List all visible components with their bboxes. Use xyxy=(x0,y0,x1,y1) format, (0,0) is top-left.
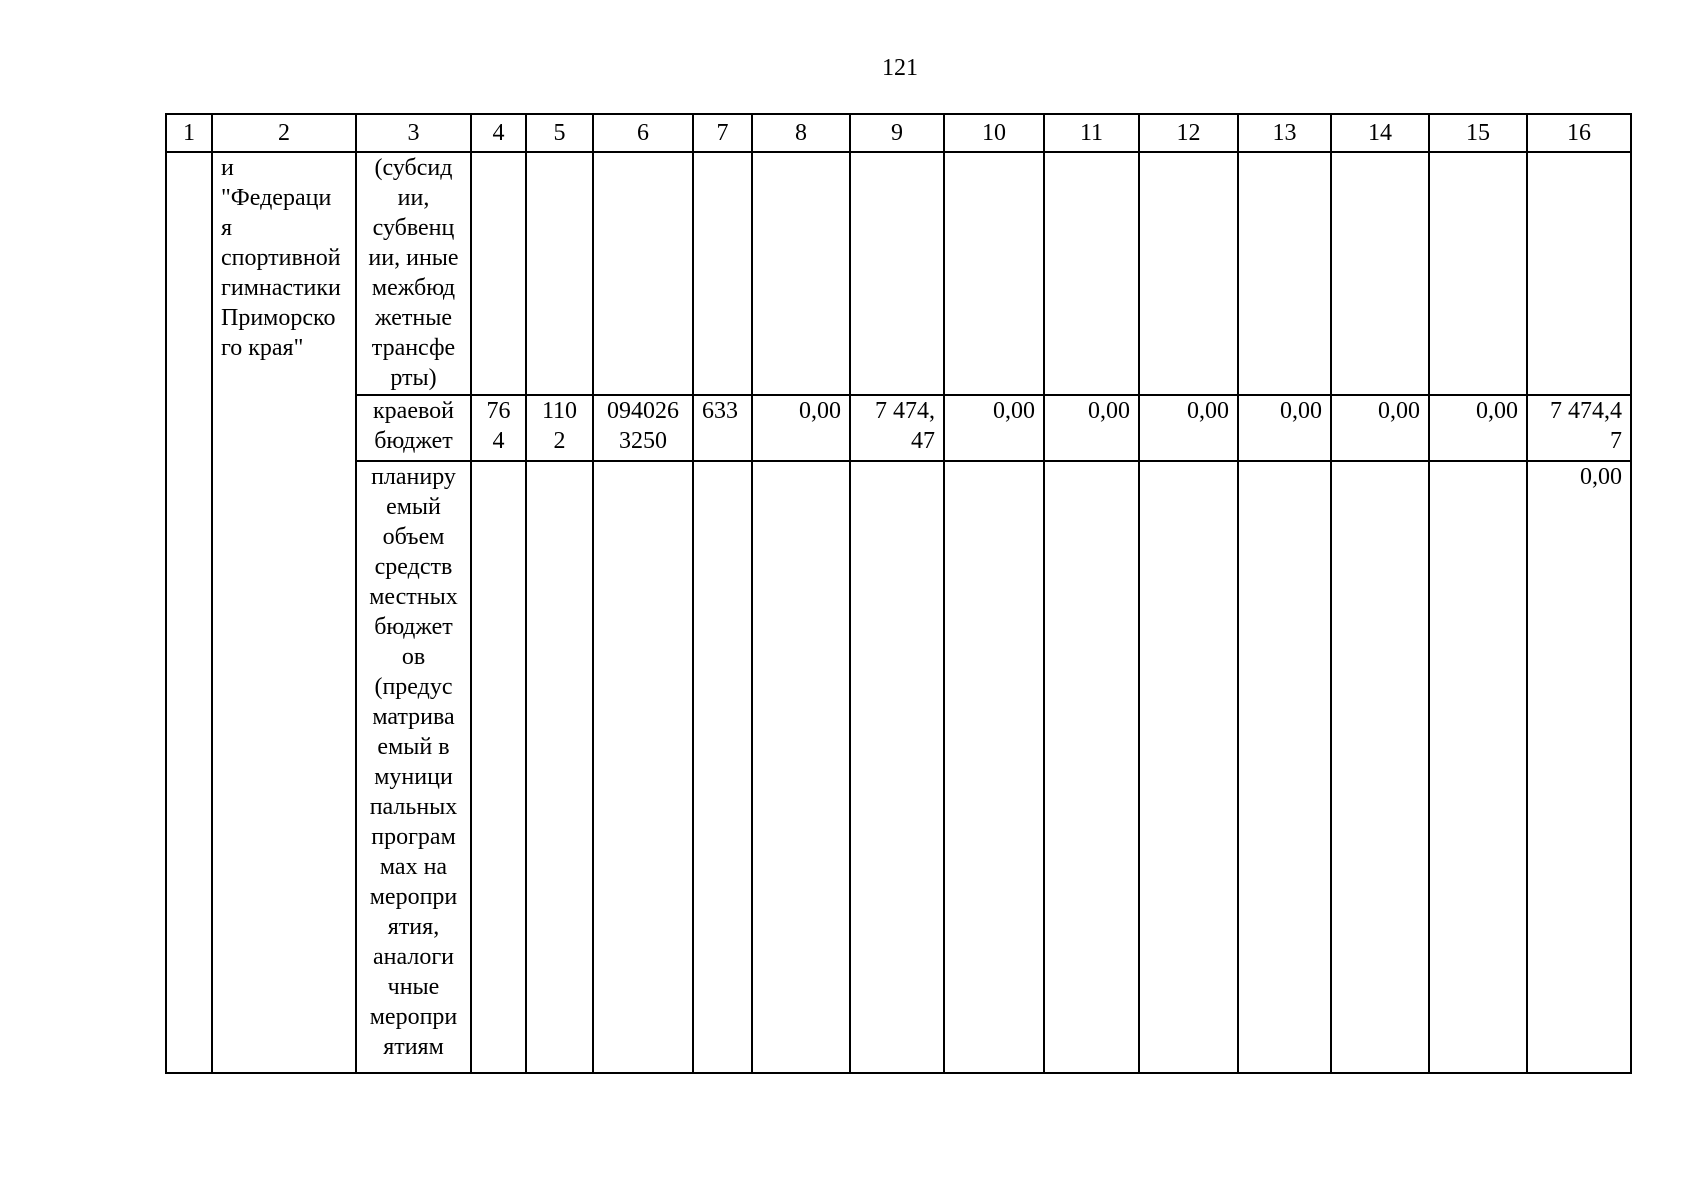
table-cell xyxy=(1527,152,1631,395)
column-header: 4 xyxy=(471,114,526,152)
table-cell: 0,00 xyxy=(1527,461,1631,1073)
table-cell: 0,00 xyxy=(1429,395,1527,461)
table-cell xyxy=(850,461,944,1073)
table-cell xyxy=(752,152,850,395)
column-header: 9 xyxy=(850,114,944,152)
table-cell xyxy=(1238,152,1331,395)
budget-table xyxy=(165,113,1632,1074)
funding-source-cell: (субсид ии, субвенц ии, иные межбюд жетные трансфе рты) xyxy=(356,152,471,395)
table-row xyxy=(166,152,1631,395)
table-cell xyxy=(1331,152,1429,395)
column-header: 1 xyxy=(166,114,212,152)
column-header: 5 xyxy=(526,114,593,152)
table-cell xyxy=(1044,461,1139,1073)
table-cell xyxy=(1238,461,1331,1073)
table-cell xyxy=(526,152,593,395)
row-number-cell xyxy=(166,152,212,1073)
column-header: 10 xyxy=(944,114,1044,152)
table-cell xyxy=(944,461,1044,1073)
column-header: 8 xyxy=(752,114,850,152)
table-cell: 0,00 xyxy=(944,395,1044,461)
table-cell xyxy=(526,461,593,1073)
column-header: 16 xyxy=(1527,114,1631,152)
table-cell xyxy=(693,152,752,395)
table-cell: 0,00 xyxy=(752,395,850,461)
table-cell xyxy=(850,152,944,395)
page-number: 121 xyxy=(882,55,918,81)
column-header: 12 xyxy=(1139,114,1238,152)
table-cell xyxy=(1429,152,1527,395)
table-cell xyxy=(1139,152,1238,395)
table-cell xyxy=(471,461,526,1073)
table-cell: 7 474, 47 xyxy=(850,395,944,461)
column-header: 6 xyxy=(593,114,693,152)
column-header: 2 xyxy=(212,114,356,152)
table-cell: 633 xyxy=(693,395,752,461)
table-cell: 0,00 xyxy=(1139,395,1238,461)
funding-source-cell: планиру емый объем средств местных бюджет ов (предус матрива емый в муници пальных програм мах на меропри ятия, аналоги чные меропри ятиям xyxy=(356,461,471,1073)
table-cell: 0,00 xyxy=(1238,395,1331,461)
table-row xyxy=(166,395,1631,461)
column-header: 3 xyxy=(356,114,471,152)
table-cell xyxy=(471,152,526,395)
table-row xyxy=(166,461,1631,1073)
table-cell: 110 2 xyxy=(526,395,593,461)
column-header: 14 xyxy=(1331,114,1429,152)
table-cell: 76 4 xyxy=(471,395,526,461)
recipient-cell: и "Федераци я спортивной гимнастики Приморско го края" xyxy=(212,152,356,1073)
column-header: 13 xyxy=(1238,114,1331,152)
funding-source-cell: краевой бюджет xyxy=(356,395,471,461)
table-cell xyxy=(593,461,693,1073)
column-header: 7 xyxy=(693,114,752,152)
table-cell xyxy=(944,152,1044,395)
table-cell xyxy=(1429,461,1527,1073)
table-cell: 0,00 xyxy=(1331,395,1429,461)
column-header: 11 xyxy=(1044,114,1139,152)
header-row xyxy=(166,114,1631,152)
table-cell xyxy=(593,152,693,395)
table-cell xyxy=(1139,461,1238,1073)
table-cell: 7 474,4 7 xyxy=(1527,395,1631,461)
table-cell: 094026 3250 xyxy=(593,395,693,461)
table-cell xyxy=(1331,461,1429,1073)
table-cell xyxy=(1044,152,1139,395)
table-cell: 0,00 xyxy=(1044,395,1139,461)
table-cell xyxy=(693,461,752,1073)
table-cell xyxy=(752,461,850,1073)
column-header: 15 xyxy=(1429,114,1527,152)
